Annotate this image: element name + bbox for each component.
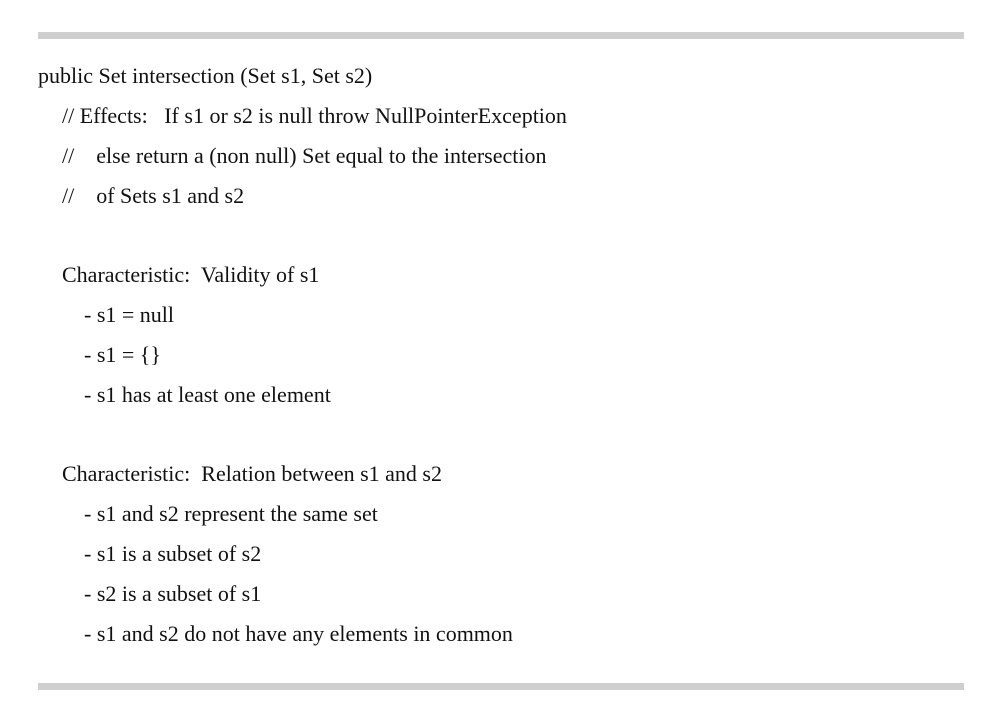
top-rule <box>38 32 964 39</box>
spacer <box>38 415 964 454</box>
partition-item: - s1 has at least one element <box>84 382 331 407</box>
partition-item: - s1 = {} <box>84 342 161 367</box>
effects-comment-line: // else return a (non null) Set equal to the intersection <box>62 143 547 168</box>
partition-item: - s1 and s2 represent the same set <box>84 501 378 526</box>
effects-comment-line: // Effects: If s1 or s2 is null throw NullPointerException <box>62 103 567 128</box>
bottom-rule <box>38 683 964 690</box>
partition-item: - s1 is a subset of s2 <box>84 541 262 566</box>
characteristic-title: Characteristic: Validity of s1 <box>62 262 320 287</box>
characteristic-title: Characteristic: Relation between s1 and s2 <box>62 461 442 486</box>
partition-item: - s1 = null <box>84 302 175 327</box>
spacer <box>38 216 964 255</box>
partition-item: - s1 and s2 do not have any elements in common <box>84 621 513 646</box>
specification-block <box>38 56 964 654</box>
partition-item: - s2 is a subset of s1 <box>84 581 262 606</box>
effects-comment-line: // of Sets s1 and s2 <box>62 183 245 208</box>
method-signature: public Set intersection (Set s1, Set s2) <box>38 63 373 88</box>
